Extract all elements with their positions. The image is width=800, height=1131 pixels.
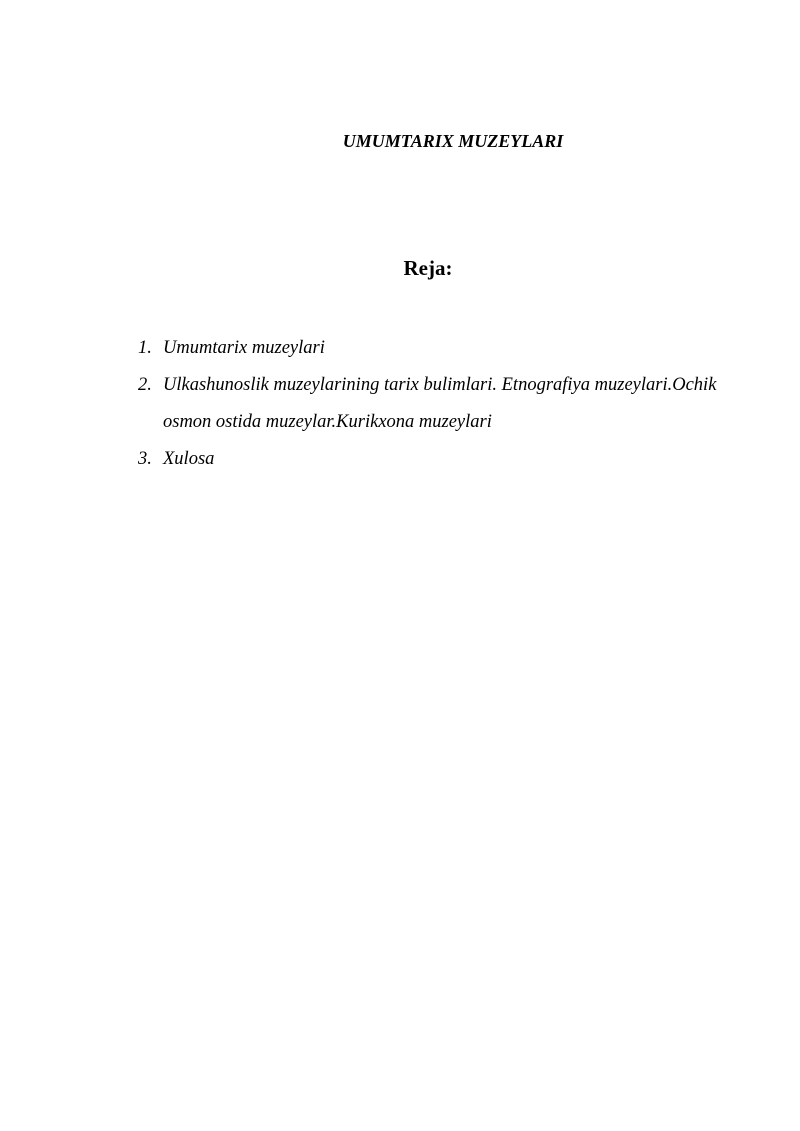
list-item-number: 3. <box>138 449 152 469</box>
plan-list <box>138 330 738 478</box>
list-item-text: Xulosa <box>163 449 215 469</box>
list-item-text: Ulkashunoslik muzeylarining tarix bulimlari. Etnografiya muzeylari.Ochik osmon ostida muzeylar.Kurikxona muzeylari <box>163 375 717 432</box>
plan-heading: Reja: <box>403 256 453 280</box>
list-item <box>138 441 738 478</box>
list-item-number: 1. <box>138 338 152 358</box>
document-title: UMUMTARIX MUZEYLARI <box>342 131 564 151</box>
list-item-text: Umumtarix muzeylari <box>163 338 325 358</box>
list-item <box>138 330 738 367</box>
list-item <box>138 367 738 441</box>
list-item-number: 2. <box>138 375 152 395</box>
